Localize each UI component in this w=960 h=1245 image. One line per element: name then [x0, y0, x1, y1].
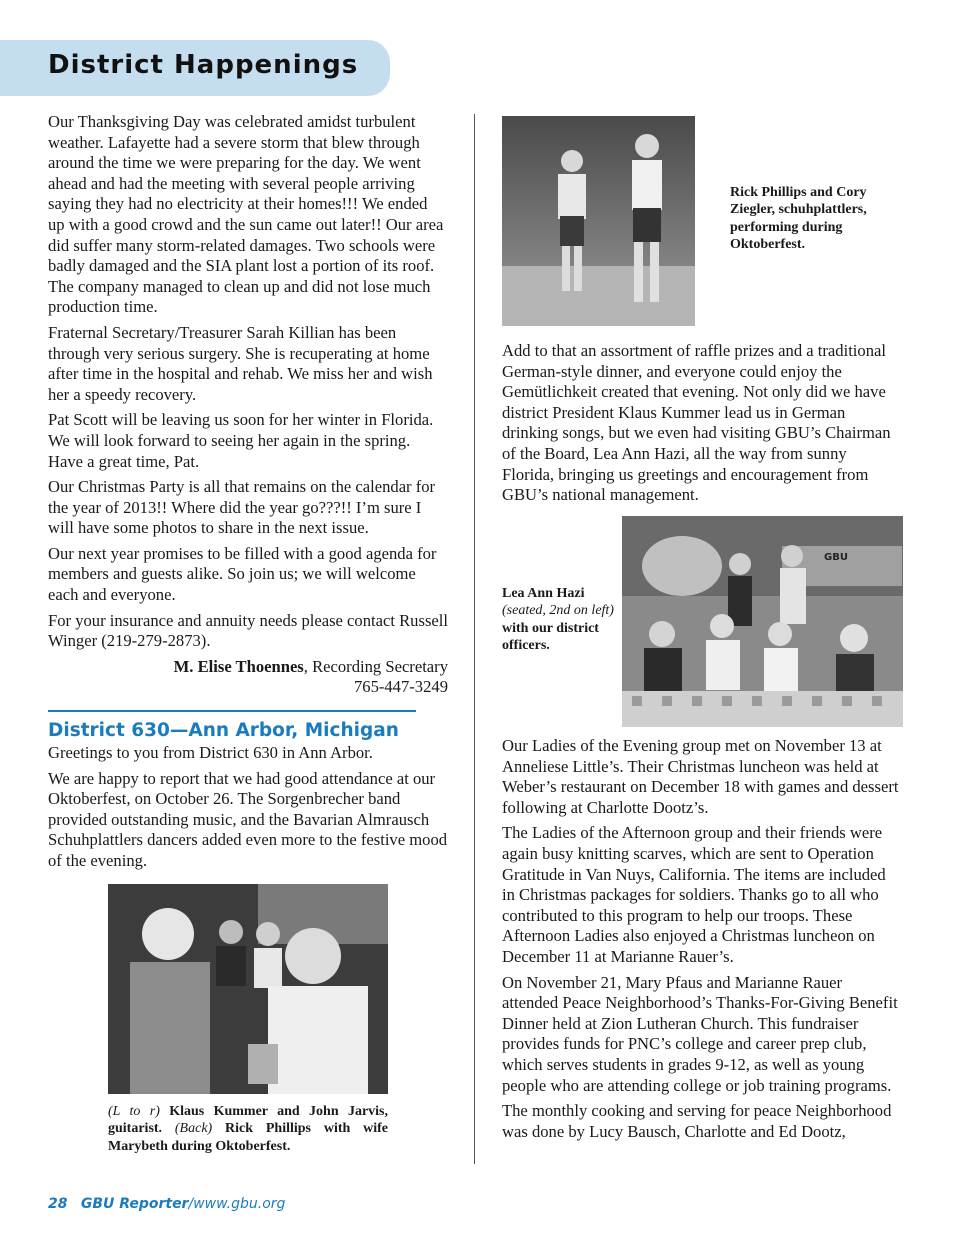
- caption-photo3-text1: Klaus Kummer and John Jarvis, guitarist.: [108, 1104, 388, 1137]
- signature: [48, 657, 448, 698]
- paragraph: Our Ladies of the Evening group met on November 13 at Anneliese Little’s. Their Christmas luncheon was held at Weber’s restaurant on December 18 with games and dessert following at Charlotte Dootz’s.: [502, 736, 899, 817]
- photo-district-officers: [622, 516, 903, 727]
- paragraph: Pat Scott will be leaving us soon for her winter in Florida. We will look forward to seeing her again in the spring. Have a great time, Pat.: [48, 410, 434, 471]
- paragraph: The Ladies of the Afternoon group and their friends were again busy knitting scarves, which are sent to Operation Gratitude in Van Nuys, California. The items are included in Christmas packages for soldiers. Thanks go to all who contributed to this program to help our troops. These Afternoon Ladies also enjoyed a Christmas luncheon on December 11 at Marianne Rauer’s.: [502, 823, 886, 966]
- section-rule: [48, 710, 416, 712]
- paragraph: Our Thanksgiving Day was celebrated amidst turbulent weather. Lafayette had a severe storm that blew through around the time we were preparing for the day. We went ahead and had the meeting with several people arriving saying they had no electricity at their homes!!! We ended up with a good crowd and the sun came out later!! Our area did suffer many storm-related damages. Two schools were badly damaged and the SIA plant lost a portion of its roof. The company managed to clean up and did not lose much production time.: [48, 112, 444, 317]
- left-column-article: [48, 112, 448, 698]
- photo-schuhplattlers: [502, 116, 695, 326]
- caption-photo3-text2: Rick Phillips with wife Marybeth during Oktoberfest.: [108, 1121, 388, 1154]
- paragraph: Greetings to you from District 630 in Ann Arbor.: [48, 743, 373, 762]
- caption-photo2-note: (seated, 2nd on left): [502, 603, 614, 619]
- paragraph: Add to that an assortment of raffle prizes and a traditional German-style dinner, and everyone could enjoy the Gemütlichkeit created that evening. Not only did we have district President Klaus Kummer lead us in German drinking songs, but we even had visiting GBU’s Chairman of the Board, Lea Ann Hazi, all the way from sunny Florida, bringing us greetings and encouragement from GBU’s national management.: [502, 341, 891, 505]
- right-column-article-bottom: [502, 736, 902, 1147]
- page-number: 28: [48, 1196, 68, 1212]
- footer-brand: GBU Reporter: [80, 1196, 189, 1212]
- footer: [48, 1196, 285, 1212]
- right-column-article-top: [502, 341, 902, 511]
- signature-name: M. Elise Thoennes: [173, 656, 304, 676]
- paragraph: For your insurance and annuity needs please contact Russell Winger (219-279-2873).: [48, 610, 448, 651]
- paragraph: On November 21, Mary Pfaus and Marianne Rauer attended Peace Neighborhood’s Thanks-For-Giving Benefit Dinner held at Zion Lutheran Church. This fundraiser provides funds for PNC’s college and career prep club, which serves students in grades 9-12, as well as young people who are attending college or job training programs.: [502, 972, 898, 1095]
- signature-title: , Recording Secretary: [303, 656, 448, 676]
- section-heading: District 630—Ann Arbor, Michigan: [48, 720, 399, 741]
- signature-phone: 765-447-3249: [353, 677, 448, 697]
- page-title: District Happenings: [48, 50, 359, 80]
- photo-banner-text: GBU: [824, 552, 848, 563]
- photo-klaus-kummer: [108, 884, 388, 1094]
- paragraph: Our Christmas Party is all that remains on the calendar for the year of 2013!! Where did the year go???!! I’m sure I will have some photos to share in the next issue.: [48, 477, 436, 538]
- paragraph: We are happy to report that we had good attendance at our Oktoberfest, on October 26. The Sorgenbrecher band provided outstanding music, and the Bavarian Almrausch Schuhplattlers dancers added even more to the festive mood of the evening.: [48, 768, 448, 870]
- paragraph: Our next year promises to be filled with a good agenda for members and guests alike. So join us; we will welcome each and everyone.: [48, 543, 437, 605]
- caption-photo2: [502, 585, 614, 655]
- caption-photo1: Rick Phillips and Cory Ziegler, schuhplattlers, performing during Oktoberfest.: [730, 185, 867, 253]
- column-divider: [474, 114, 475, 1164]
- photo-klaus-kummer-image: [108, 884, 388, 1094]
- paragraph: The monthly cooking and serving for peace Neighborhood was done by Lucy Bausch, Charlotte and Ed Dootz,: [502, 1101, 892, 1141]
- caption-photo3: [108, 1103, 388, 1155]
- caption-photo3-prefix: (L to r): [108, 1104, 160, 1119]
- footer-url: /www.gbu.org: [188, 1196, 286, 1212]
- section-article: [48, 743, 448, 877]
- caption-photo2-rest: with our district officers.: [502, 620, 599, 654]
- caption-photo3-back: (Back): [174, 1121, 213, 1137]
- caption-photo2-name: Lea Ann Hazi: [502, 586, 585, 601]
- photo-district-officers-image: [622, 516, 903, 727]
- photo-schuhplattlers-image: [502, 116, 695, 326]
- paragraph: Fraternal Secretary/Treasurer Sarah Killian has been through very serious surgery. She is recuperating at home after time in the hospital and rehab. We miss her and wish her a speedy recovery.: [48, 322, 433, 404]
